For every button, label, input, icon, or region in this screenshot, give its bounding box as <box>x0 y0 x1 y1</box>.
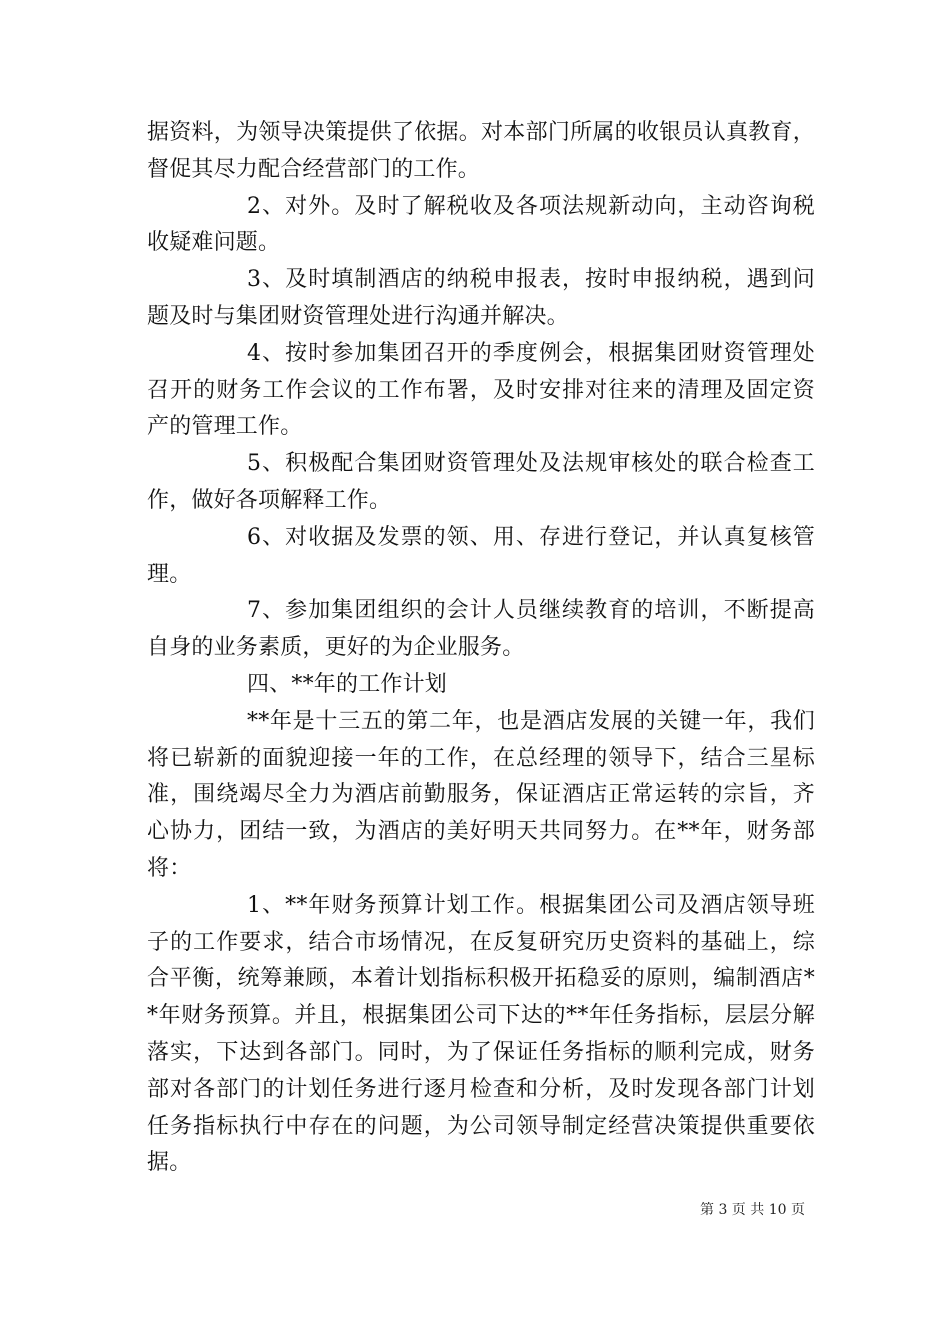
text-line: 1、**年财务预算计划工作。根据集团公司及酒店领导班 <box>247 892 815 918</box>
text-line: 部对各部门的计划任务进行逐月检查和分析，及时发现各部门计划 <box>147 1076 815 1102</box>
text-line: 落实，下达到各部门。同时，为了保证任务指标的顺利完成，财务 <box>147 1040 815 1065</box>
text-line: 收疑难问题。 <box>147 230 281 256</box>
text-line: 据资料，为领导决策提供了依据。对本部门所属的收银员认真教育， <box>147 120 815 145</box>
text-line: 产的管理工作。 <box>147 414 303 440</box>
text-line: 任务指标执行中存在的问题，为公司领导制定经营决策提供重要依 <box>147 1113 815 1139</box>
text-line: 作，做好各项解释工作。 <box>147 488 392 513</box>
text-line: 6、对收据及发票的领、用、存进行登记，并认真复核管 <box>247 524 815 550</box>
page-number-footer: 第 3 页 共 10 页 <box>700 1202 805 1218</box>
text-line: 3、及时填制酒店的纳税申报表，按时申报纳税，遇到问 <box>247 267 815 293</box>
text-line: 据。 <box>147 1150 192 1176</box>
text-line: 召开的财务工作会议的工作布署，及时安排对往来的清理及固定资 <box>147 377 815 403</box>
text-line: 5、积极配合集团财资管理处及法规审核处的联合检查工 <box>247 451 815 477</box>
text-line: 心协力，团结一致，为酒店的美好明天共同努力。在**年，财务部 <box>147 819 815 845</box>
text-line: 自身的业务素质，更好的为企业服务。 <box>147 635 525 661</box>
text-line: 将： <box>147 856 192 881</box>
text-line: 题及时与集团财资管理处进行沟通并解决。 <box>147 304 569 329</box>
text-line: **年是十三五的第二年，也是酒店发展的关键一年，我们 <box>247 708 815 734</box>
text-line: 2、对外。及时了解税收及各项法规新动向，主动咨询税 <box>247 193 815 219</box>
text-line: 子的工作要求，结合市场情况，在反复研究历史资料的基础上，综 <box>147 929 815 955</box>
text-line: 四、**年的工作计划 <box>247 672 448 697</box>
text-line: 督促其尽力配合经营部门的工作。 <box>147 156 481 182</box>
text-line: 合平衡，统筹兼顾，本着计划指标积极开拓稳妥的原则，编制酒店* <box>147 966 815 992</box>
text-line: 准，围绕竭尽全力为酒店前勤服务，保证酒店正常运转的宗旨，齐 <box>147 782 815 808</box>
text-line: 理。 <box>147 561 192 587</box>
text-line: *年财务预算。并且，根据集团公司下达的**年任务指标，层层分解 <box>147 1003 815 1029</box>
text-line: 4、按时参加集团召开的季度例会，根据集团财资管理处 <box>247 340 815 366</box>
text-line: 将已崭新的面貌迎接一年的工作，在总经理的领导下，结合三星标 <box>147 745 815 771</box>
text-line: 7、参加集团组织的会计人员继续教育的培训，不断提高 <box>247 598 815 624</box>
